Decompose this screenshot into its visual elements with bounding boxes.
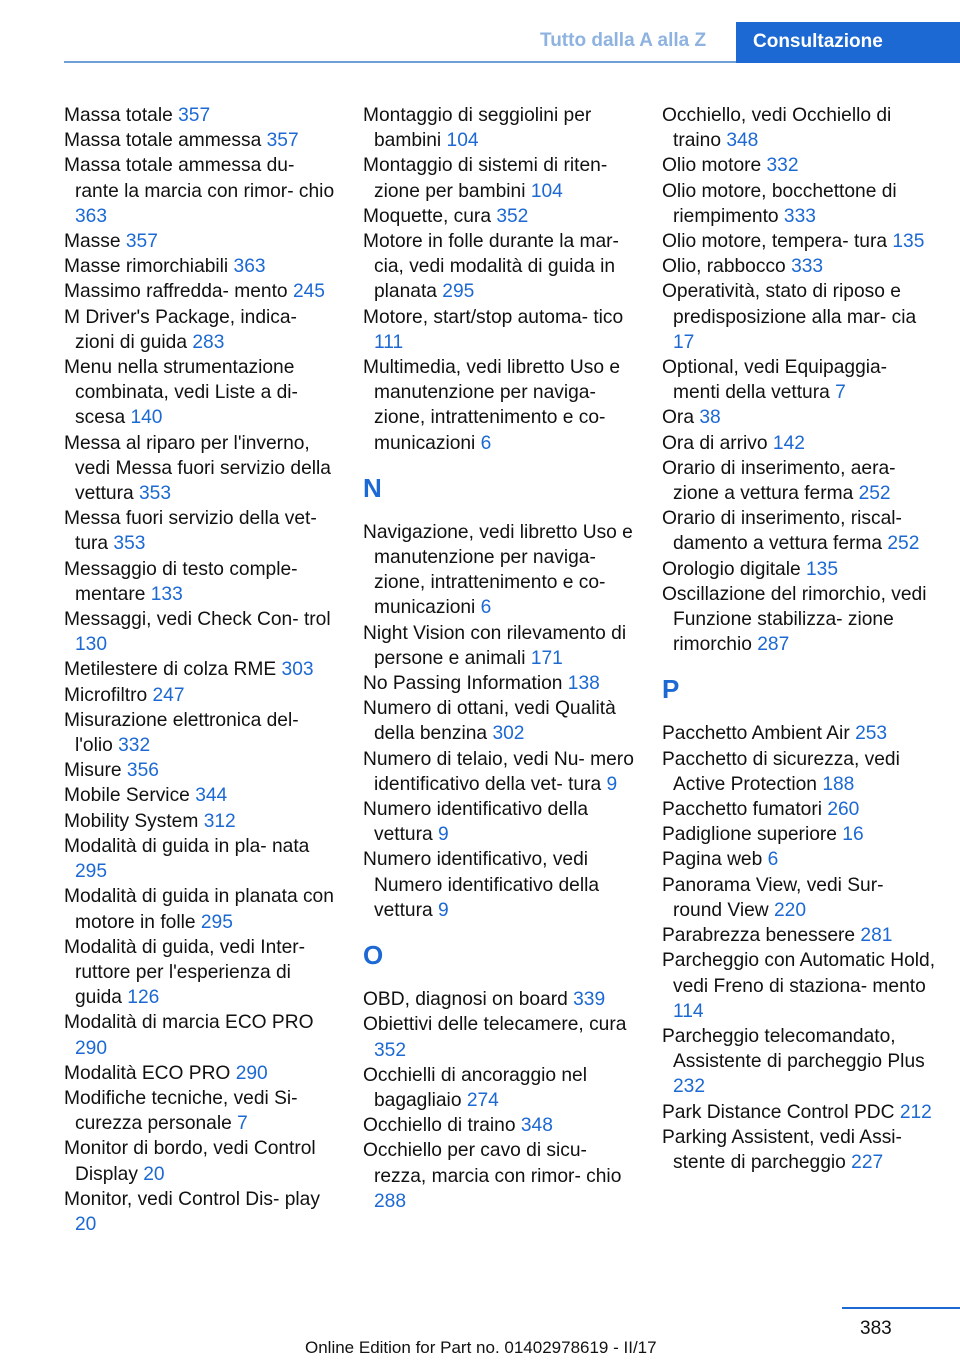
page-reference-link[interactable]: 290 xyxy=(235,1062,268,1084)
page-reference-link[interactable]: 111 xyxy=(374,331,404,353)
index-entry xyxy=(64,708,339,758)
index-entry xyxy=(662,229,937,254)
index-entry-text: Occhiello, vedi Occhiello di traino xyxy=(662,105,892,152)
index-entry-text: Olio, rabbocco xyxy=(662,256,786,278)
index-entry-text: Multimedia, vedi libretto Uso e manutenzione per naviga‐ zione, intrattenimento e co‐ municazioni xyxy=(363,357,621,454)
index-entry xyxy=(662,254,937,279)
index-entry-text: Padiglione superiore xyxy=(662,824,837,846)
index-entry xyxy=(363,797,638,847)
index-entry-text: Pacchetto di sicurezza, vedi Active Protection xyxy=(662,748,900,795)
index-entry xyxy=(662,721,937,746)
page-reference-link[interactable]: 356 xyxy=(126,760,159,782)
index-entry xyxy=(64,355,339,431)
index-entry xyxy=(662,873,937,923)
index-entry xyxy=(64,1136,339,1186)
index-column-2 xyxy=(363,103,638,1214)
index-entry-text: Messaggi, vedi Check Con‐ trol xyxy=(64,609,331,631)
index-entry-text: Numero identificativo, vedi Numero identificativo della vettura xyxy=(363,849,600,921)
index-entry xyxy=(64,103,339,128)
page-reference-link[interactable]: 140 xyxy=(130,407,163,429)
index-entry-text: Messa fuori servizio della vet‐ tura xyxy=(64,508,317,555)
index-entry xyxy=(662,1125,937,1175)
index-letter-heading: P xyxy=(662,674,680,705)
index-entry-text: Menu nella strumentazione combinata, vedi Liste a di‐ scesa xyxy=(64,357,298,429)
index-entry-text: Navigazione, vedi libretto Uso e manutenzione per naviga‐ zione, intrattenimento e co‐ municazioni xyxy=(363,521,633,619)
page-reference-link[interactable]: 104 xyxy=(446,130,479,152)
page-reference-link[interactable]: 227 xyxy=(851,1151,884,1173)
page-reference-link[interactable]: 104 xyxy=(530,180,563,202)
page-reference-link[interactable]: 20 xyxy=(143,1163,165,1185)
page-reference-link[interactable]: 9 xyxy=(606,773,618,795)
page-reference-link[interactable]: 332 xyxy=(766,155,799,177)
page-reference-link[interactable]: 7 xyxy=(237,1113,248,1135)
index-entry xyxy=(363,204,638,229)
page-reference-link[interactable]: 348 xyxy=(520,1115,553,1137)
index-entry-text: Numero di ottani, vedi Qualità della benzina xyxy=(363,698,616,745)
index-entry-text: Numero di telaio, vedi Nu‐ mero identificativo della vet‐ tura xyxy=(363,748,634,795)
index-entry-text: Modalità di guida in planata con motore in folle xyxy=(64,886,334,933)
index-letter-heading: O xyxy=(363,940,384,971)
index-entry-text: Occhiello per cavo di sicu‐ rezza, marcia con rimor‐ chio xyxy=(363,1140,622,1187)
index-entry-text: Massa totale xyxy=(64,105,173,126)
index-entry xyxy=(64,1010,339,1060)
index-entry-text: Oscillazione del rimorchio, vedi Funzione stabilizza‐ zione rimorchio xyxy=(662,583,927,656)
index-entry-text: Monitor di bordo, vedi Control Display xyxy=(64,1138,316,1185)
index-entry xyxy=(662,179,937,229)
index-entry xyxy=(64,783,339,808)
index-entry xyxy=(363,621,638,671)
page-reference-link[interactable]: 6 xyxy=(767,849,779,871)
index-entry-text: Monitor, vedi Control Dis‐ play xyxy=(64,1188,320,1210)
index-entry xyxy=(64,657,339,682)
page-reference-link[interactable]: 295 xyxy=(200,911,233,933)
index-entry-text: Occhiello di traino xyxy=(363,1115,516,1137)
index-entry-text: Parabrezza benessere xyxy=(662,925,856,947)
page-reference-link[interactable]: 290 xyxy=(75,1037,108,1059)
index-entry-text: No Passing Information xyxy=(363,673,563,695)
index-entry-text: Olio motore xyxy=(662,155,762,177)
page-reference-link[interactable]: 7 xyxy=(835,382,846,404)
page-reference-link[interactable]: 232 xyxy=(673,1076,706,1098)
index-entry xyxy=(363,229,638,305)
index-entry xyxy=(363,1012,638,1062)
index-entry-text: Orario di inserimento, aera‐ zione a vettura ferma xyxy=(662,457,896,505)
page-reference-link[interactable]: 363 xyxy=(233,256,266,278)
index-entry xyxy=(64,1061,339,1086)
index-entry-text: Montaggio di sistemi di riten‐ zione per bambini xyxy=(363,155,608,202)
index-entry xyxy=(662,405,937,430)
page-reference-link[interactable]: 114 xyxy=(673,1000,704,1022)
index-entry-text: Modalità ECO PRO xyxy=(64,1062,231,1084)
index-entry xyxy=(363,520,638,621)
index-entry-text: Messa al riparo per l'inverno, vedi Messa fuori servizio della vettura xyxy=(64,432,331,505)
page-reference-link[interactable]: 130 xyxy=(75,634,108,656)
page-reference-link[interactable]: 295 xyxy=(75,861,108,883)
index-entry xyxy=(64,279,339,304)
index-entry-text: Night Vision con rilevamento di persone e animali xyxy=(363,622,627,669)
page-reference-link[interactable]: 303 xyxy=(281,659,314,681)
index-entry xyxy=(662,822,937,847)
index-entry xyxy=(64,128,339,153)
index-entry-text: Orologio digitale xyxy=(662,558,801,580)
index-entry-text: Motore in folle durante la mar‐ cia, vedi modalità di guida in planata xyxy=(363,231,619,303)
page-reference-link[interactable]: 133 xyxy=(150,583,183,605)
page-reference-link[interactable]: 363 xyxy=(75,205,108,227)
index-entry xyxy=(363,305,638,355)
page-reference-link[interactable]: 142 xyxy=(772,432,805,454)
index-entry xyxy=(64,254,339,279)
index-entry xyxy=(64,557,339,607)
page-reference-link[interactable]: 357 xyxy=(266,130,299,152)
index-entry-text: Pagina web xyxy=(662,849,763,871)
page-reference-link[interactable]: 212 xyxy=(899,1101,932,1123)
index-entry-text: Massa totale ammessa du‐ rante la marcia con rimor‐ chio xyxy=(64,155,335,202)
index-entry-text: Modifiche tecniche, vedi Si‐ curezza personale xyxy=(64,1087,298,1135)
index-entry-text: Olio motore, bocchettone di riempimento xyxy=(662,180,897,227)
index-entry-text: Massa totale ammessa xyxy=(64,130,262,152)
page-reference-link[interactable]: 16 xyxy=(842,824,864,846)
index-entry xyxy=(662,1100,937,1125)
index-entry xyxy=(363,671,638,696)
index-entry xyxy=(662,557,937,582)
page-reference-link[interactable]: 287 xyxy=(757,634,790,656)
page-reference-link[interactable]: 38 xyxy=(699,407,721,429)
page-reference-link[interactable]: 357 xyxy=(125,231,158,253)
index-entry-text: Optional, vedi Equipaggia‐ menti della vettura xyxy=(662,357,888,404)
index-entry-text: Numero identificativo della vettura xyxy=(363,799,589,846)
index-entry-text: Ora xyxy=(662,407,694,429)
page-reference-link[interactable]: 253 xyxy=(855,723,888,745)
index-entry-text: Panorama View, vedi Sur‐ round View xyxy=(662,874,884,921)
index-entry xyxy=(363,696,638,746)
index-entry-text: Metilestere di colza RME xyxy=(64,659,277,681)
index-entry xyxy=(64,153,339,229)
index-entry-text: Motore, start/stop automa‐ tico xyxy=(363,306,624,328)
index-entry-text: Montaggio di seggiolini per bambini xyxy=(363,105,592,152)
index-entry-text: Obiettivi delle telecamere, cura xyxy=(363,1014,627,1036)
index-entry xyxy=(662,355,937,405)
index-entry-text: Olio motore, tempera‐ tura xyxy=(662,231,888,253)
index-entry-text: Modalità di guida, vedi Inter‐ ruttore per l'esperienza di guida xyxy=(64,936,306,1009)
index-entry xyxy=(363,355,638,456)
page-reference-link[interactable]: 353 xyxy=(139,483,172,505)
index-entry-text: Parcheggio con Automatic Hold, vedi Freno di staziona‐ mento xyxy=(662,950,936,997)
index-entry xyxy=(662,948,937,1024)
index-entry xyxy=(662,1024,937,1100)
page-reference-link[interactable]: 352 xyxy=(374,1039,407,1061)
page-reference-link[interactable]: 245 xyxy=(292,281,325,303)
index-entry xyxy=(662,582,937,658)
index-entry-text: Parking Assistent, vedi Assi‐ stente di parcheggio xyxy=(662,1126,902,1173)
index-entry xyxy=(363,987,638,1012)
page-reference-link[interactable]: 348 xyxy=(726,130,759,152)
footer-rule xyxy=(842,1307,960,1309)
index-entry xyxy=(662,923,937,948)
index-entry xyxy=(363,1063,638,1113)
index-column-1 xyxy=(64,103,339,1237)
page-reference-link[interactable]: 352 xyxy=(496,205,529,227)
index-entry-text: Mobility System xyxy=(64,810,199,832)
chapter-tab: Consultazione xyxy=(736,22,960,63)
index-column-3 xyxy=(662,103,937,1175)
index-entry-text: Orario di inserimento, riscal‐ damento a vettura ferma xyxy=(662,508,902,555)
index-entry xyxy=(64,431,339,507)
page-reference-link[interactable]: 138 xyxy=(567,673,600,695)
page-reference-link[interactable]: 252 xyxy=(858,483,891,505)
index-entry-text: Modalità di marcia ECO PRO xyxy=(64,1012,314,1034)
page-reference-link[interactable]: 344 xyxy=(195,785,228,807)
index-entry-text: Park Distance Control PDC xyxy=(662,1101,895,1123)
index-entry xyxy=(363,1113,638,1138)
edition-note: Online Edition for Part no. 01402978619 - II/17 xyxy=(305,1338,657,1357)
page-number: 383 xyxy=(860,1318,892,1339)
index-entry-text: Parcheggio telecomandato, Assistente di parcheggio Plus xyxy=(662,1025,925,1073)
section-title: Tutto dalla A alla Z xyxy=(540,30,707,51)
page-reference-link[interactable]: 126 xyxy=(127,987,160,1009)
index-entry xyxy=(363,153,638,203)
index-entry-text: OBD, diagnosi on board xyxy=(363,989,568,1011)
index-entry xyxy=(64,1086,339,1136)
index-entry xyxy=(662,103,937,153)
index-entry-text: Pacchetto fumatori xyxy=(662,799,822,821)
page-reference-link[interactable]: 288 xyxy=(374,1190,407,1212)
page-reference-link[interactable]: 312 xyxy=(203,810,236,832)
page-reference-link[interactable]: 9 xyxy=(438,824,449,846)
index-entry-text: Massimo raffredda‐ mento xyxy=(64,281,288,303)
index-entry-text: Misurazione elettronica del‐ l'olio xyxy=(64,709,299,757)
index-entry xyxy=(662,847,937,872)
page-reference-link[interactable]: 135 xyxy=(806,558,839,580)
page-reference-link[interactable]: 188 xyxy=(822,773,855,795)
index-entry-text: Ora di arrivo xyxy=(662,432,768,454)
page-reference-link[interactable]: 6 xyxy=(480,597,492,619)
index-entry-text: Modalità di guida in pla‐ nata xyxy=(64,835,310,857)
index-entry-text: Pacchetto Ambient Air xyxy=(662,723,850,745)
index-entry xyxy=(64,884,339,934)
page-reference-link[interactable]: 260 xyxy=(827,799,860,821)
page-reference-link[interactable]: 281 xyxy=(860,925,893,947)
page-reference-link[interactable]: 135 xyxy=(892,231,925,253)
page-reference-link[interactable]: 171 xyxy=(530,647,563,669)
index-entry xyxy=(363,747,638,797)
page-reference-link[interactable]: 252 xyxy=(887,533,920,555)
page-reference-link[interactable]: 333 xyxy=(783,205,816,227)
index-entry xyxy=(64,935,339,1011)
page-reference-link[interactable]: 353 xyxy=(113,533,146,555)
index-entry xyxy=(662,456,937,506)
index-entry xyxy=(662,797,937,822)
index-entry xyxy=(64,683,339,708)
index-entry xyxy=(662,431,937,456)
page-reference-link[interactable]: 20 xyxy=(75,1213,97,1235)
page-reference-link[interactable]: 220 xyxy=(774,899,807,921)
page-reference-link[interactable]: 274 xyxy=(466,1089,499,1111)
index-entry-text: Masse xyxy=(64,231,121,253)
page-reference-link[interactable]: 283 xyxy=(192,331,225,353)
index-entry xyxy=(64,809,339,834)
index-entry-text: Moquette, cura xyxy=(363,205,491,227)
page-reference-link[interactable]: 339 xyxy=(573,989,606,1011)
page-reference-link[interactable]: 9 xyxy=(438,899,449,921)
index-entry xyxy=(662,279,937,355)
index-entry-text: Operatività, stato di riposo e predisposizione alla mar‐ cia xyxy=(662,281,917,328)
index-entry xyxy=(64,758,339,783)
index-entry xyxy=(363,847,638,923)
index-entry-text: Mobile Service xyxy=(64,785,190,807)
index-entry xyxy=(64,834,339,884)
page-reference-link[interactable]: 295 xyxy=(442,281,475,303)
index-entry-text: Occhielli di ancoraggio nel bagagliaio xyxy=(363,1064,587,1111)
index-entry xyxy=(64,506,339,556)
index-entry xyxy=(64,607,339,657)
page-reference-link[interactable]: 302 xyxy=(492,723,525,745)
page-reference-link[interactable]: 333 xyxy=(791,256,824,278)
index-entry xyxy=(64,305,339,355)
index-entry-text: Messaggio di testo comple‐ mentare xyxy=(64,558,298,605)
page-reference-link[interactable]: 357 xyxy=(178,105,211,126)
index-entry xyxy=(64,229,339,254)
page-reference-link[interactable]: 247 xyxy=(152,684,185,706)
index-letter-heading: N xyxy=(363,472,382,503)
index-entry-text: Misure xyxy=(64,760,122,782)
index-entry xyxy=(662,153,937,178)
index-entry xyxy=(363,103,638,153)
index-entry-text: Masse rimorchiabili xyxy=(64,256,229,278)
page-reference-link[interactable]: 332 xyxy=(118,735,151,757)
index-entry-text: Microfiltro xyxy=(64,684,148,706)
page-reference-link[interactable]: 6 xyxy=(480,432,492,454)
index-entry-text: M Driver's Package, indica‐ zioni di guida xyxy=(64,306,297,353)
index-entry xyxy=(662,506,937,556)
index-entry xyxy=(662,747,937,797)
index-entry xyxy=(363,1138,638,1214)
page-reference-link[interactable]: 17 xyxy=(673,331,695,353)
index-entry xyxy=(64,1187,339,1237)
